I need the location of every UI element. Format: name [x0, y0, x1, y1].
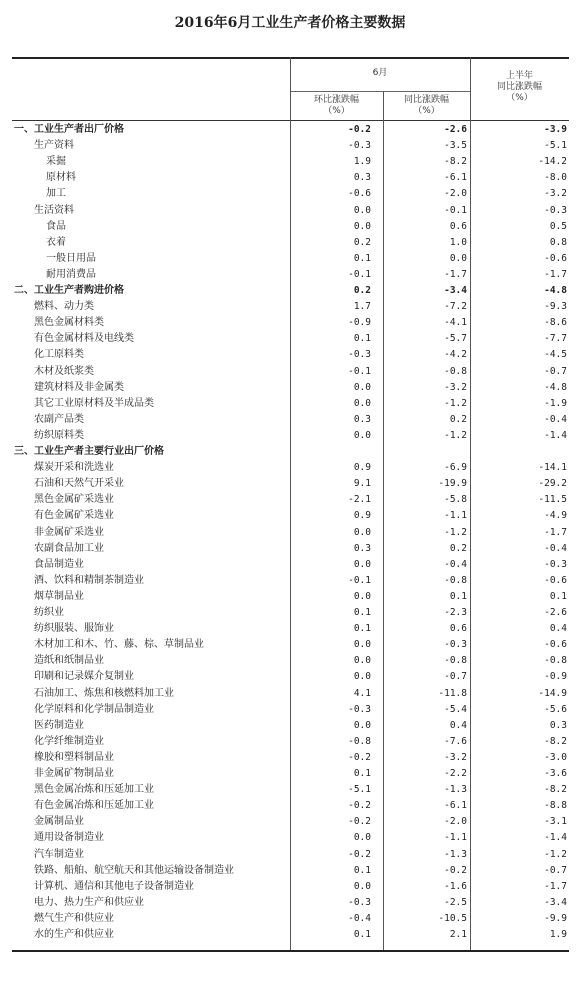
row-label: 非金属矿采选业: [34, 526, 104, 538]
cell-h1: -3.2: [544, 188, 567, 200]
page-title: 2016年6月工业生产者价格主要数据: [174, 15, 406, 31]
row-label: 农副产品类: [34, 413, 84, 425]
table-row: [12, 621, 569, 637]
table-row: [12, 830, 569, 846]
table-bottom-rule: [12, 950, 569, 952]
row-label: 黑色金属冶炼和压延加工业: [34, 784, 154, 796]
row-label: 非金属矿物制品业: [34, 768, 114, 779]
cell-mom: 0.0: [353, 526, 371, 538]
cell-mom: -2.1: [348, 494, 371, 506]
cell-yoy: -6.1: [444, 800, 467, 812]
row-label: 计算机、通信和其他电子设备制造业: [34, 880, 194, 892]
table-row: [12, 718, 569, 734]
cell-yoy: 0.2: [449, 413, 467, 425]
cell-yoy: -2.0: [444, 816, 467, 828]
cell-h1: 0.1: [549, 590, 567, 602]
cell-h1: -8.2: [544, 735, 567, 747]
cell-h1: -4.9: [544, 510, 567, 522]
table-row: [12, 460, 569, 476]
header-col-yoy-unit: （%）: [413, 106, 440, 116]
row-label: 三、工业生产者主要行业出厂价格: [14, 446, 164, 457]
cell-yoy: -4.2: [444, 349, 467, 361]
table-row: [12, 299, 569, 315]
cell-h1: -3.6: [544, 768, 567, 779]
cell-mom: 0.1: [353, 864, 371, 876]
cell-yoy: -0.3: [444, 639, 467, 651]
table-row: [12, 847, 569, 863]
table-row: [12, 589, 569, 605]
cell-h1: -8.2: [544, 784, 567, 796]
row-label: 化学原料和化学制品制造业: [34, 703, 154, 715]
cell-mom: 0.0: [353, 429, 371, 441]
row-label: 电力、热力生产和供应业: [34, 896, 144, 908]
cell-yoy: -0.8: [444, 574, 467, 586]
cell-yoy: -0.7: [444, 671, 467, 683]
table-row: [12, 347, 569, 363]
table-row: [12, 315, 569, 331]
cell-h1: 0.5: [549, 220, 567, 232]
cell-h1: -0.3: [544, 204, 567, 216]
cell-mom: 0.0: [353, 832, 371, 844]
table-row: [12, 267, 569, 283]
cell-yoy: -0.4: [444, 558, 467, 570]
cell-yoy: -5.7: [444, 333, 467, 345]
cell-mom: -0.1: [348, 268, 371, 280]
table-row: [12, 508, 569, 524]
table-row: [12, 750, 569, 766]
row-label: 木材加工和木、竹、藤、棕、草制品业: [34, 639, 204, 651]
cell-mom: 0.1: [353, 768, 371, 779]
cell-mom: -0.2: [348, 124, 371, 135]
cell-mom: -0.3: [348, 703, 371, 715]
cell-h1: -14.1: [538, 462, 567, 474]
table-row: [12, 863, 569, 879]
table-row: [12, 492, 569, 508]
table-row: [12, 186, 569, 202]
cell-h1: -0.3: [544, 558, 567, 570]
cell-mom: 0.0: [353, 590, 371, 602]
cell-mom: 0.0: [353, 220, 371, 232]
row-label: 生产资料: [34, 140, 74, 152]
cell-h1: -0.6: [544, 252, 567, 264]
header-col-mom: [290, 95, 383, 117]
row-label: 加工: [46, 188, 66, 200]
table-row: [12, 605, 569, 621]
cell-h1: -3.9: [544, 124, 567, 135]
cell-h1: -14.9: [538, 687, 567, 699]
row-label: 铁路、船舶、航空航天和其他运输设备制造业: [34, 864, 234, 876]
cell-h1: -11.5: [538, 494, 567, 506]
cell-mom: 0.0: [353, 558, 371, 570]
row-label: 纺织业: [34, 607, 64, 618]
cell-h1: -3.4: [544, 896, 567, 908]
cell-mom: 0.1: [353, 333, 371, 345]
row-label: 采掘: [46, 156, 66, 168]
row-label: 石油加工、炼焦和核燃料加工业: [34, 687, 174, 699]
cell-h1: -0.4: [544, 542, 567, 554]
cell-mom: 0.0: [353, 381, 371, 393]
table-row: [12, 283, 569, 299]
header-col-h1-unit: （%）: [506, 93, 533, 103]
cell-mom: 0.3: [353, 542, 371, 554]
cell-h1: -5.1: [544, 140, 567, 152]
cell-yoy: -2.0: [444, 188, 467, 200]
row-label: 化学纤维制造业: [34, 735, 104, 747]
row-label: 纺织原料类: [34, 429, 84, 441]
row-label: 食品制造业: [34, 558, 84, 570]
table-row: [12, 557, 569, 573]
row-label: 黑色金属矿采选业: [34, 494, 114, 506]
cell-mom: -0.2: [348, 751, 371, 763]
cell-yoy: -0.2: [444, 864, 467, 876]
table-row: [12, 444, 569, 460]
cell-h1: -4.8: [544, 285, 567, 296]
cell-mom: 0.0: [353, 655, 371, 667]
table-row: [12, 541, 569, 557]
cell-h1: -0.7: [544, 864, 567, 876]
cell-mom: -0.1: [348, 574, 371, 586]
cell-yoy: -3.2: [444, 751, 467, 763]
cell-mom: -0.3: [348, 140, 371, 152]
row-label: 建筑材料及非金属类: [34, 381, 124, 393]
cell-yoy: -7.2: [444, 301, 467, 313]
row-label: 酒、饮料和精制茶制造业: [34, 574, 144, 586]
cell-mom: 1.7: [353, 301, 371, 313]
cell-yoy: -1.2: [444, 526, 467, 538]
header-col-h1-line1: 上半年: [505, 71, 533, 81]
row-label: 二、工业生产者购进价格: [14, 285, 124, 296]
cell-yoy: -1.6: [444, 880, 467, 892]
cell-mom: -0.9: [348, 317, 371, 329]
cell-h1: -4.8: [544, 381, 567, 393]
cell-mom: 0.9: [353, 510, 371, 522]
table-row: [12, 895, 569, 911]
cell-mom: 0.2: [353, 236, 371, 248]
cell-h1: 0.4: [549, 623, 567, 635]
table-row: [12, 525, 569, 541]
cell-yoy: -11.8: [438, 687, 467, 699]
row-label: 煤炭开采和洗选业: [34, 462, 114, 474]
row-label: 橡胶和塑料制品业: [34, 751, 114, 763]
row-label: 有色金属矿采选业: [34, 510, 114, 522]
cell-h1: -1.4: [544, 832, 567, 844]
table-row: [12, 814, 569, 830]
row-label: 有色金属冶炼和压延加工业: [34, 800, 154, 812]
row-label: 印刷和记录媒介复制业: [34, 671, 134, 683]
cell-h1: 0.8: [549, 236, 567, 248]
row-label: 黑色金属材料类: [34, 317, 104, 329]
row-label: 水的生产和供应业: [34, 929, 114, 940]
row-label: 石油和天然气开采业: [34, 478, 124, 490]
row-label: 一、工业生产者出厂价格: [14, 124, 124, 135]
cell-yoy: -6.1: [444, 172, 467, 184]
cell-yoy: -1.1: [444, 510, 467, 522]
cell-yoy: -0.8: [444, 365, 467, 377]
row-label: 原材料: [46, 172, 76, 184]
row-label: 农副食品加工业: [34, 542, 104, 554]
cell-yoy: -7.6: [444, 735, 467, 747]
cell-h1: -5.6: [544, 703, 567, 715]
table-row: [12, 476, 569, 492]
cell-yoy: -3.2: [444, 381, 467, 393]
cell-yoy: -1.3: [444, 848, 467, 860]
cell-yoy: 0.6: [449, 220, 467, 232]
cell-h1: -7.7: [544, 333, 567, 345]
cell-h1: -0.4: [544, 413, 567, 425]
table-row: [12, 138, 569, 154]
cell-yoy: -3.4: [444, 285, 467, 296]
row-label: 通用设备制造业: [34, 832, 104, 844]
cell-mom: -0.6: [348, 188, 371, 200]
row-label: 衣着: [46, 236, 66, 248]
cell-mom: 0.1: [353, 252, 371, 264]
cell-yoy: 0.2: [449, 542, 467, 554]
table-row: [12, 219, 569, 235]
cell-yoy: -2.5: [444, 896, 467, 908]
cell-yoy: -1.3: [444, 784, 467, 796]
cell-h1: -3.0: [544, 751, 567, 763]
cell-h1: -9.9: [544, 912, 567, 924]
table-row: [12, 251, 569, 267]
cell-yoy: 0.6: [449, 623, 467, 635]
cell-mom: 9.1: [353, 478, 371, 490]
cell-yoy: -8.2: [444, 156, 467, 168]
cell-h1: -0.7: [544, 365, 567, 377]
cell-yoy: -1.2: [444, 429, 467, 441]
table-row: [12, 782, 569, 798]
cell-yoy: -4.1: [444, 317, 467, 329]
header-subrule: [290, 91, 470, 92]
cell-h1: -0.6: [544, 639, 567, 651]
cell-mom: 0.9: [353, 462, 371, 474]
cell-h1: -8.8: [544, 800, 567, 812]
row-label: 木材及纸浆类: [34, 365, 94, 377]
cell-mom: 0.1: [353, 929, 371, 940]
header-col-yoy-label: 同比涨跌幅: [403, 95, 449, 105]
cell-h1: -14.2: [538, 156, 567, 168]
row-label: 生活资料: [34, 204, 74, 216]
cell-h1: -0.9: [544, 671, 567, 683]
header-col-h1-line2: 同比涨跌幅: [496, 82, 542, 92]
header-col-yoy: [383, 95, 470, 117]
header-month-group: 6月: [372, 68, 388, 78]
cell-mom: -0.2: [348, 848, 371, 860]
cell-yoy: -1.2: [444, 397, 467, 409]
cell-mom: 0.0: [353, 204, 371, 216]
cell-h1: -1.7: [544, 880, 567, 892]
cell-h1: -1.4: [544, 429, 567, 441]
table-row: [12, 170, 569, 186]
table-row: [12, 380, 569, 396]
cell-yoy: -5.8: [444, 494, 467, 506]
cell-h1: -4.5: [544, 349, 567, 361]
cell-mom: 0.0: [353, 880, 371, 892]
cell-yoy: -1.1: [444, 832, 467, 844]
cell-mom: -0.2: [348, 816, 371, 828]
cell-yoy: -2.2: [444, 768, 467, 779]
cell-mom: -0.4: [348, 912, 371, 924]
row-label: 纺织服装、服饰业: [34, 623, 114, 635]
row-label: 汽车制造业: [34, 848, 84, 860]
table-row: [12, 637, 569, 653]
table-row: [12, 203, 569, 219]
cell-mom: -0.3: [348, 349, 371, 361]
cell-h1: 1.9: [549, 929, 567, 940]
cell-h1: -1.7: [544, 268, 567, 280]
table-row: [12, 396, 569, 412]
table-row: [12, 412, 569, 428]
cell-yoy: -6.9: [444, 462, 467, 474]
cell-yoy: -3.5: [444, 140, 467, 152]
cell-yoy: 1.0: [449, 236, 467, 248]
row-label: 金属制品业: [34, 816, 84, 828]
table-row: [12, 927, 569, 943]
cell-yoy: 0.1: [449, 590, 467, 602]
cell-h1: -9.3: [544, 301, 567, 313]
cell-mom: -0.8: [348, 735, 371, 747]
table-row: [12, 653, 569, 669]
header-col-mom-unit: （%）: [323, 106, 350, 116]
cell-yoy: -0.1: [444, 204, 467, 216]
row-label: 造纸和纸制品业: [34, 655, 104, 667]
table-row: [12, 734, 569, 750]
cell-mom: 0.1: [353, 623, 371, 635]
cell-mom: 0.3: [353, 413, 371, 425]
cell-yoy: -2.3: [444, 607, 467, 618]
table-row: [12, 879, 569, 895]
cell-h1: -3.1: [544, 816, 567, 828]
cell-mom: 1.9: [353, 156, 371, 168]
table-row: [12, 331, 569, 347]
cell-h1: -29.2: [538, 478, 567, 490]
table-row: [12, 154, 569, 170]
cell-h1: -8.0: [544, 172, 567, 184]
cell-yoy: -1.7: [444, 268, 467, 280]
row-label: 医药制造业: [34, 719, 84, 731]
cell-h1: -1.9: [544, 397, 567, 409]
row-label: 燃气生产和供应业: [34, 912, 114, 924]
cell-h1: -8.6: [544, 317, 567, 329]
cell-mom: 0.2: [353, 285, 371, 296]
cell-mom: 0.3: [353, 172, 371, 184]
row-label: 烟草制品业: [34, 590, 84, 602]
cell-yoy: -5.4: [444, 703, 467, 715]
cell-h1: -0.8: [544, 655, 567, 667]
cell-yoy: -0.8: [444, 655, 467, 667]
cell-yoy: -19.9: [438, 478, 467, 490]
cell-h1: 0.3: [549, 719, 567, 731]
row-label: 耐用消费品: [46, 268, 96, 280]
cell-h1: -0.6: [544, 574, 567, 586]
table-row: [12, 364, 569, 380]
cell-h1: -1.7: [544, 526, 567, 538]
cell-mom: -5.1: [348, 784, 371, 796]
row-label: 燃料、动力类: [34, 301, 94, 313]
row-label: 化工原料类: [34, 349, 84, 361]
cell-yoy: 0.4: [449, 719, 467, 731]
table-row: [12, 669, 569, 685]
cell-mom: 0.0: [353, 719, 371, 731]
cell-h1: -1.2: [544, 848, 567, 860]
table-row: [12, 686, 569, 702]
cell-yoy: 0.0: [449, 252, 467, 264]
table-row: [12, 573, 569, 589]
table-row: [12, 911, 569, 927]
cell-yoy: -2.6: [444, 124, 467, 135]
table-row: [12, 122, 569, 138]
table-row: [12, 702, 569, 718]
cell-mom: 0.0: [353, 397, 371, 409]
cell-mom: -0.3: [348, 896, 371, 908]
cell-mom: 0.0: [353, 671, 371, 683]
row-label: 其它工业原材料及半成品类: [34, 397, 154, 409]
header-col-mom-label: 环比涨跌幅: [313, 95, 359, 105]
cell-mom: -0.1: [348, 365, 371, 377]
cell-mom: -0.2: [348, 800, 371, 812]
row-label: 一般日用品: [46, 252, 96, 264]
cell-yoy: -10.5: [438, 912, 467, 924]
cell-mom: 0.1: [353, 607, 371, 618]
cell-h1: -2.6: [544, 607, 567, 618]
cell-yoy: 2.1: [449, 929, 467, 940]
row-label: 有色金属材料及电线类: [34, 333, 134, 345]
cell-mom: 4.1: [353, 687, 371, 699]
header-col-h1: [470, 71, 569, 104]
table-row: [12, 798, 569, 814]
row-label: 食品: [46, 220, 66, 232]
table-row: [12, 235, 569, 251]
table-row: [12, 766, 569, 782]
cell-mom: 0.0: [353, 639, 371, 651]
table-row: [12, 428, 569, 444]
